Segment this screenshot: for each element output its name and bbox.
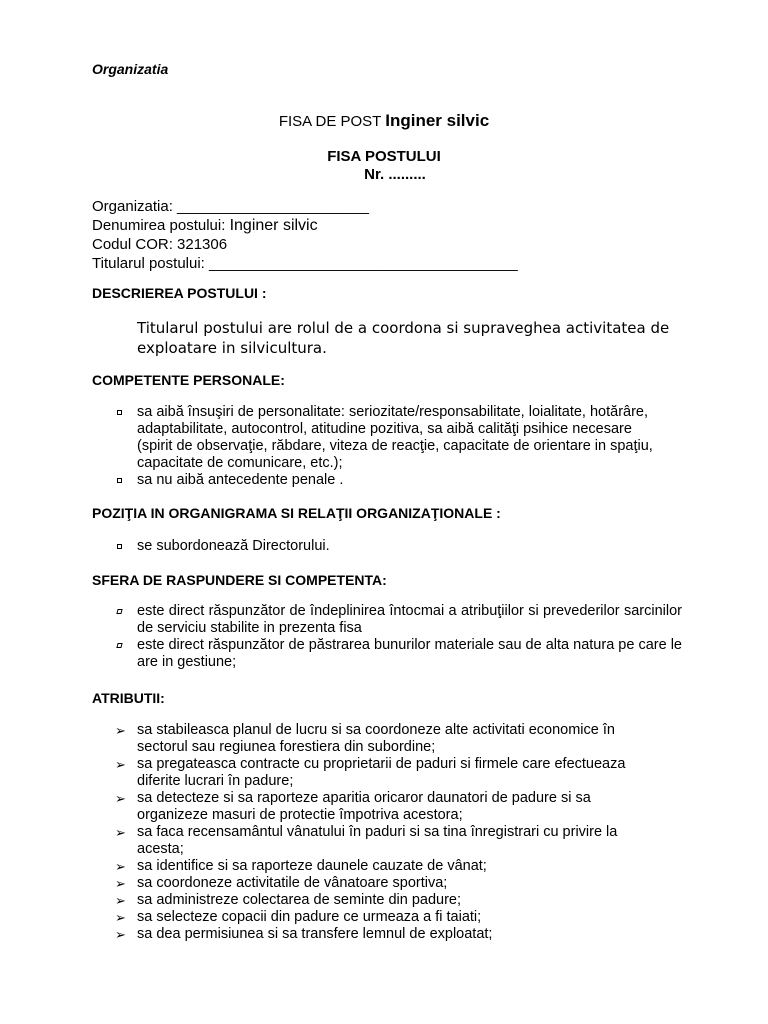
holder-field: Titularul postului: _____________________________________ bbox=[92, 255, 518, 272]
title-role: Inginer silvic bbox=[385, 111, 490, 130]
job-title-label: Denumirea postului: bbox=[92, 217, 230, 234]
job-title-field bbox=[92, 216, 518, 235]
competences-heading: COMPETENTE PERSONALE: bbox=[92, 372, 285, 388]
organization-field: Organizatia: _______________________ bbox=[92, 198, 369, 215]
arrow-bullet-icon: ➢ bbox=[115, 927, 126, 942]
arrow-bullet-icon: ➢ bbox=[115, 910, 126, 925]
arrow-bullet-icon: ➢ bbox=[115, 876, 126, 891]
position-list bbox=[115, 538, 655, 555]
list-item: se subordonează Directorului. bbox=[115, 538, 655, 555]
document-title bbox=[0, 112, 768, 130]
position-heading: POZIŢIA IN ORGANIGRAMA SI RELAŢII ORGANIZAŢIONALE : bbox=[92, 505, 501, 521]
subtitle-text: FISA POSTULUI bbox=[327, 148, 441, 165]
arrow-bullet-icon: ➢ bbox=[115, 791, 126, 806]
list-item: ➢ sa administreze colectarea de seminte din padure; bbox=[115, 892, 462, 908]
square-bullet-icon bbox=[117, 544, 122, 549]
list-item: ➢ sa pregateasca contracte cu proprietarii de paduri si firmele care efectueaza diferite lucrari în padure; bbox=[115, 756, 626, 789]
square-bullet-icon bbox=[116, 643, 122, 648]
list-item: este direct răspunzător de îndeplinirea întocmai a atribuţiilor si prevederilor sarcinilor de serviciu stabilite in prezenta fisa bbox=[115, 603, 682, 637]
list-item: ➢ sa identifice si sa raporteze daunele cauzate de vânat; bbox=[115, 858, 487, 874]
list-item: ➢ sa dea permisiunea si sa transfere lemnul de exploatat; bbox=[115, 926, 493, 942]
job-title-value: Inginer silvic bbox=[229, 217, 318, 234]
duties-heading: ATRIBUTII: bbox=[92, 690, 165, 706]
arrow-bullet-icon: ➢ bbox=[115, 723, 126, 738]
title-lead: FISA DE POST bbox=[278, 113, 386, 130]
list-item: ➢ sa coordoneze activitatile de vânatoare sportiva; bbox=[115, 875, 448, 891]
list-item: ➢ sa selecteze copacii din padure ce urmeaza a fi taiati; bbox=[115, 909, 482, 925]
list-item: sa aibă însuşiri de personalitate: seriozitate/responsabilitate, loialitate, hotărâre, adaptabilitate, autocontrol, atitudine pozitiva, sa aibă calităţi psihice necesare (spirit de observaţie, răbdare, viteza de reacţie, capacitate de orientare in spaţiu, capacitate de comunicare, etc.); bbox=[115, 404, 655, 472]
responsibility-list bbox=[115, 603, 682, 671]
arrow-bullet-icon: ➢ bbox=[115, 859, 126, 874]
description-text: Titularul postului are rolul de a coordona si supraveghea activitatea de exploatare in silvicultura. bbox=[137, 319, 670, 357]
description-heading: DESCRIEREA POSTULUI : bbox=[92, 285, 267, 301]
document-subtitle bbox=[0, 148, 768, 184]
document-number: Nr. ......... bbox=[364, 166, 426, 183]
arrow-bullet-icon: ➢ bbox=[115, 893, 126, 908]
competences-list bbox=[115, 404, 655, 489]
square-bullet-icon bbox=[117, 478, 122, 483]
square-bullet-icon bbox=[117, 410, 122, 415]
list-item: ➢ sa stabileasca planul de lucru si sa coordoneze alte activitati economice în sectorul sau regiunea forestiera din subordine; bbox=[115, 722, 615, 755]
list-item: sa nu aibă antecedente penale . bbox=[115, 472, 655, 489]
responsibility-heading: SFERA DE RASPUNDERE SI COMPETENTA: bbox=[92, 572, 387, 588]
arrow-bullet-icon: ➢ bbox=[115, 757, 126, 772]
list-item: ➢ sa detecteze si sa raporteze aparitia oricaror daunatori de padure si sa organizeze masuri de protectie împotriva acestora; bbox=[115, 790, 591, 823]
duties-list bbox=[115, 722, 660, 943]
square-bullet-icon bbox=[116, 609, 122, 614]
header-fields bbox=[92, 197, 518, 273]
organization-label: Organizatia bbox=[92, 61, 169, 77]
list-item: este direct răspunzător de păstrarea bunurilor materiale sau de alta natura pe care le are in gestiune; bbox=[115, 637, 682, 671]
arrow-bullet-icon: ➢ bbox=[115, 825, 126, 840]
cor-code-field: Codul COR: 321306 bbox=[92, 236, 228, 253]
list-item: ➢ sa faca recensamântul vânatului în paduri si sa tina înregistrari cu privire la acesta; bbox=[115, 824, 618, 857]
